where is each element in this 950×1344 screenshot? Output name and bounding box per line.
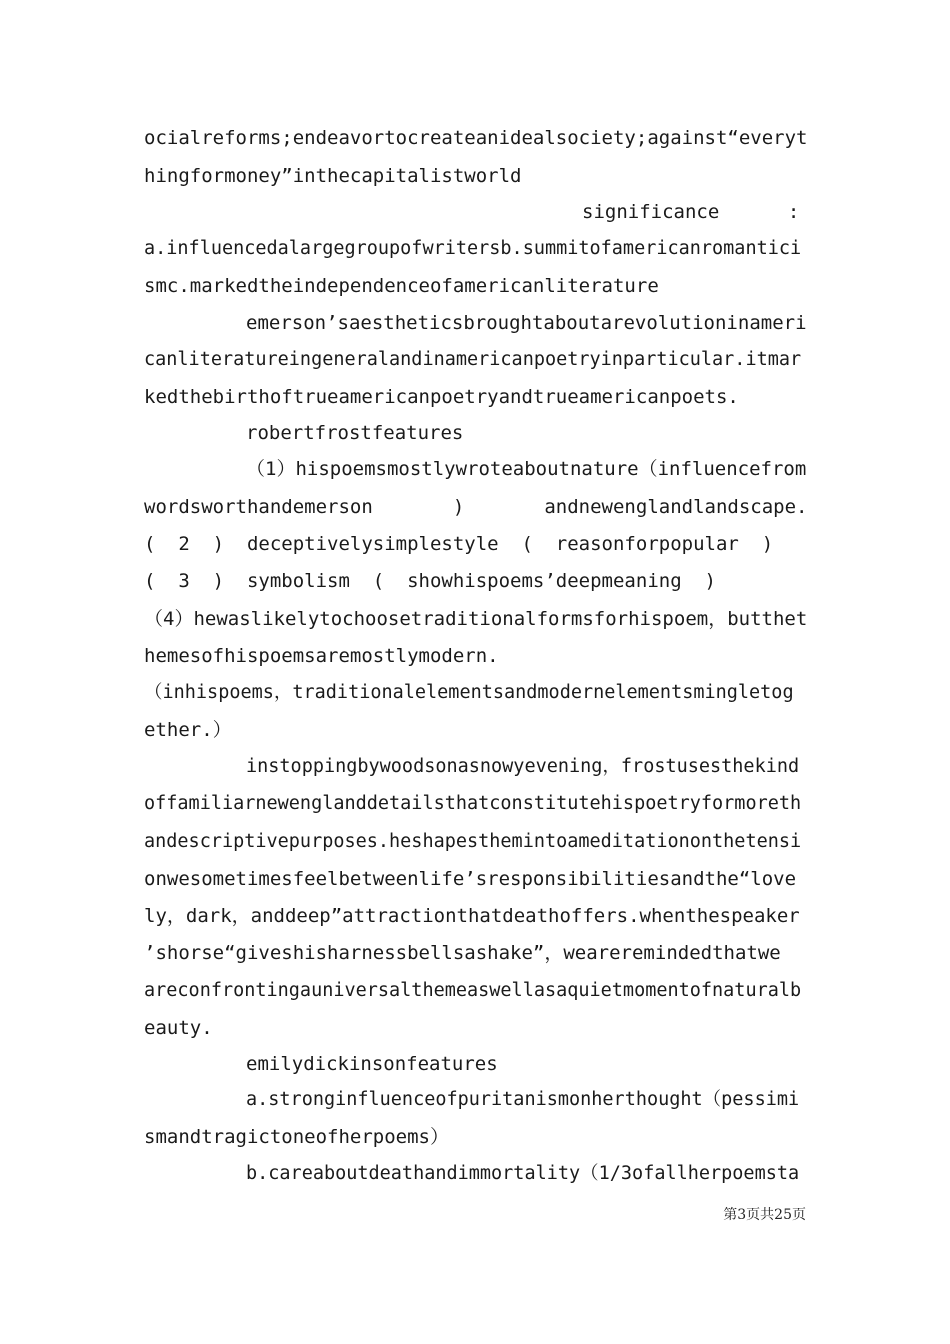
paragraph-start: emerson’saestheticsbroughtaboutarevolutioninameri [246,312,807,334]
section-label-significance: significance : [582,201,800,223]
text-line: smandtragictoneofherpoems） [144,1126,449,1148]
text-line: canliteratureingeneralandinamericanpoetryinparticular.itmar [144,349,802,370]
text-line: smc.markedtheindependenceofamericanliterature [144,275,659,297]
text-line: hemesofhispoemsaremostlymodern. [144,645,499,667]
text-line: eauty. [144,1017,213,1039]
text-line: hingformoney”inthecapitalistworld [144,165,522,187]
text-line: （inhispoems，traditionalelementsandmodernelementsmingletog [144,682,794,703]
text-line: ocialreforms;endeavortocreateanidealsociety;against“everyt [144,127,808,149]
list-item-2: ( 2 ) deceptivelysimplestyle ( reasonforpopular ) [144,533,774,555]
heading-robert-frost: robertfrostfeatures [246,422,464,444]
text-line: a.influencedalargegroupofwritersb.summitofamericanromantici [144,238,802,259]
page-number-footer: 第3页共25页 [723,1207,806,1223]
list-item-3: ( 3 ) symbolism ( showhispoems’deepmeaning ) [144,570,716,592]
text-line: areconfrontingauniversalthemeaswellasaquietmomentofnaturalb [144,980,802,1001]
text-line: onwesometimesfeelbetweenlife’sresponsibilitiesandthe“love [144,868,797,890]
text-line: ’shorse“giveshisharnessbellsashake”，weareremindedthatwe [144,942,781,964]
text-line: wordsworthandemerson ) andnewenglandlandscape. [144,496,808,518]
list-item-a: a.stronginfluenceofpuritanismonherthought（pessimi [246,1089,800,1110]
list-item-1: （1）hispoemsmostlywroteaboutnature（influencefrom [246,458,807,480]
list-item-b: b.careaboutdeathandimmortality（1/3ofallherpoemsta [246,1163,800,1184]
text-line: ether.） [144,719,232,741]
heading-emily-dickinson: emilydickinsonfeatures [246,1053,498,1075]
list-item-4: （4）hewaslikelytochoosetraditionalformsforhispoem，butthet [144,608,808,630]
text-line: andescriptivepurposes.heshapesthemintoameditationonthetensi [144,831,802,852]
text-line: kedthebirthoftrueamericanpoetryandtrueamericanpoets. [144,386,739,408]
text-line: offamiliarnewenglanddetailsthatconstitutehispoetryformoreth [144,793,802,814]
paragraph-start: instoppingbywoodsonasnowyevening，frostusesthekind [246,756,800,777]
text-line: ly，dark，anddeep”attractionthatdeathoffers.whenthespeaker [144,905,800,927]
